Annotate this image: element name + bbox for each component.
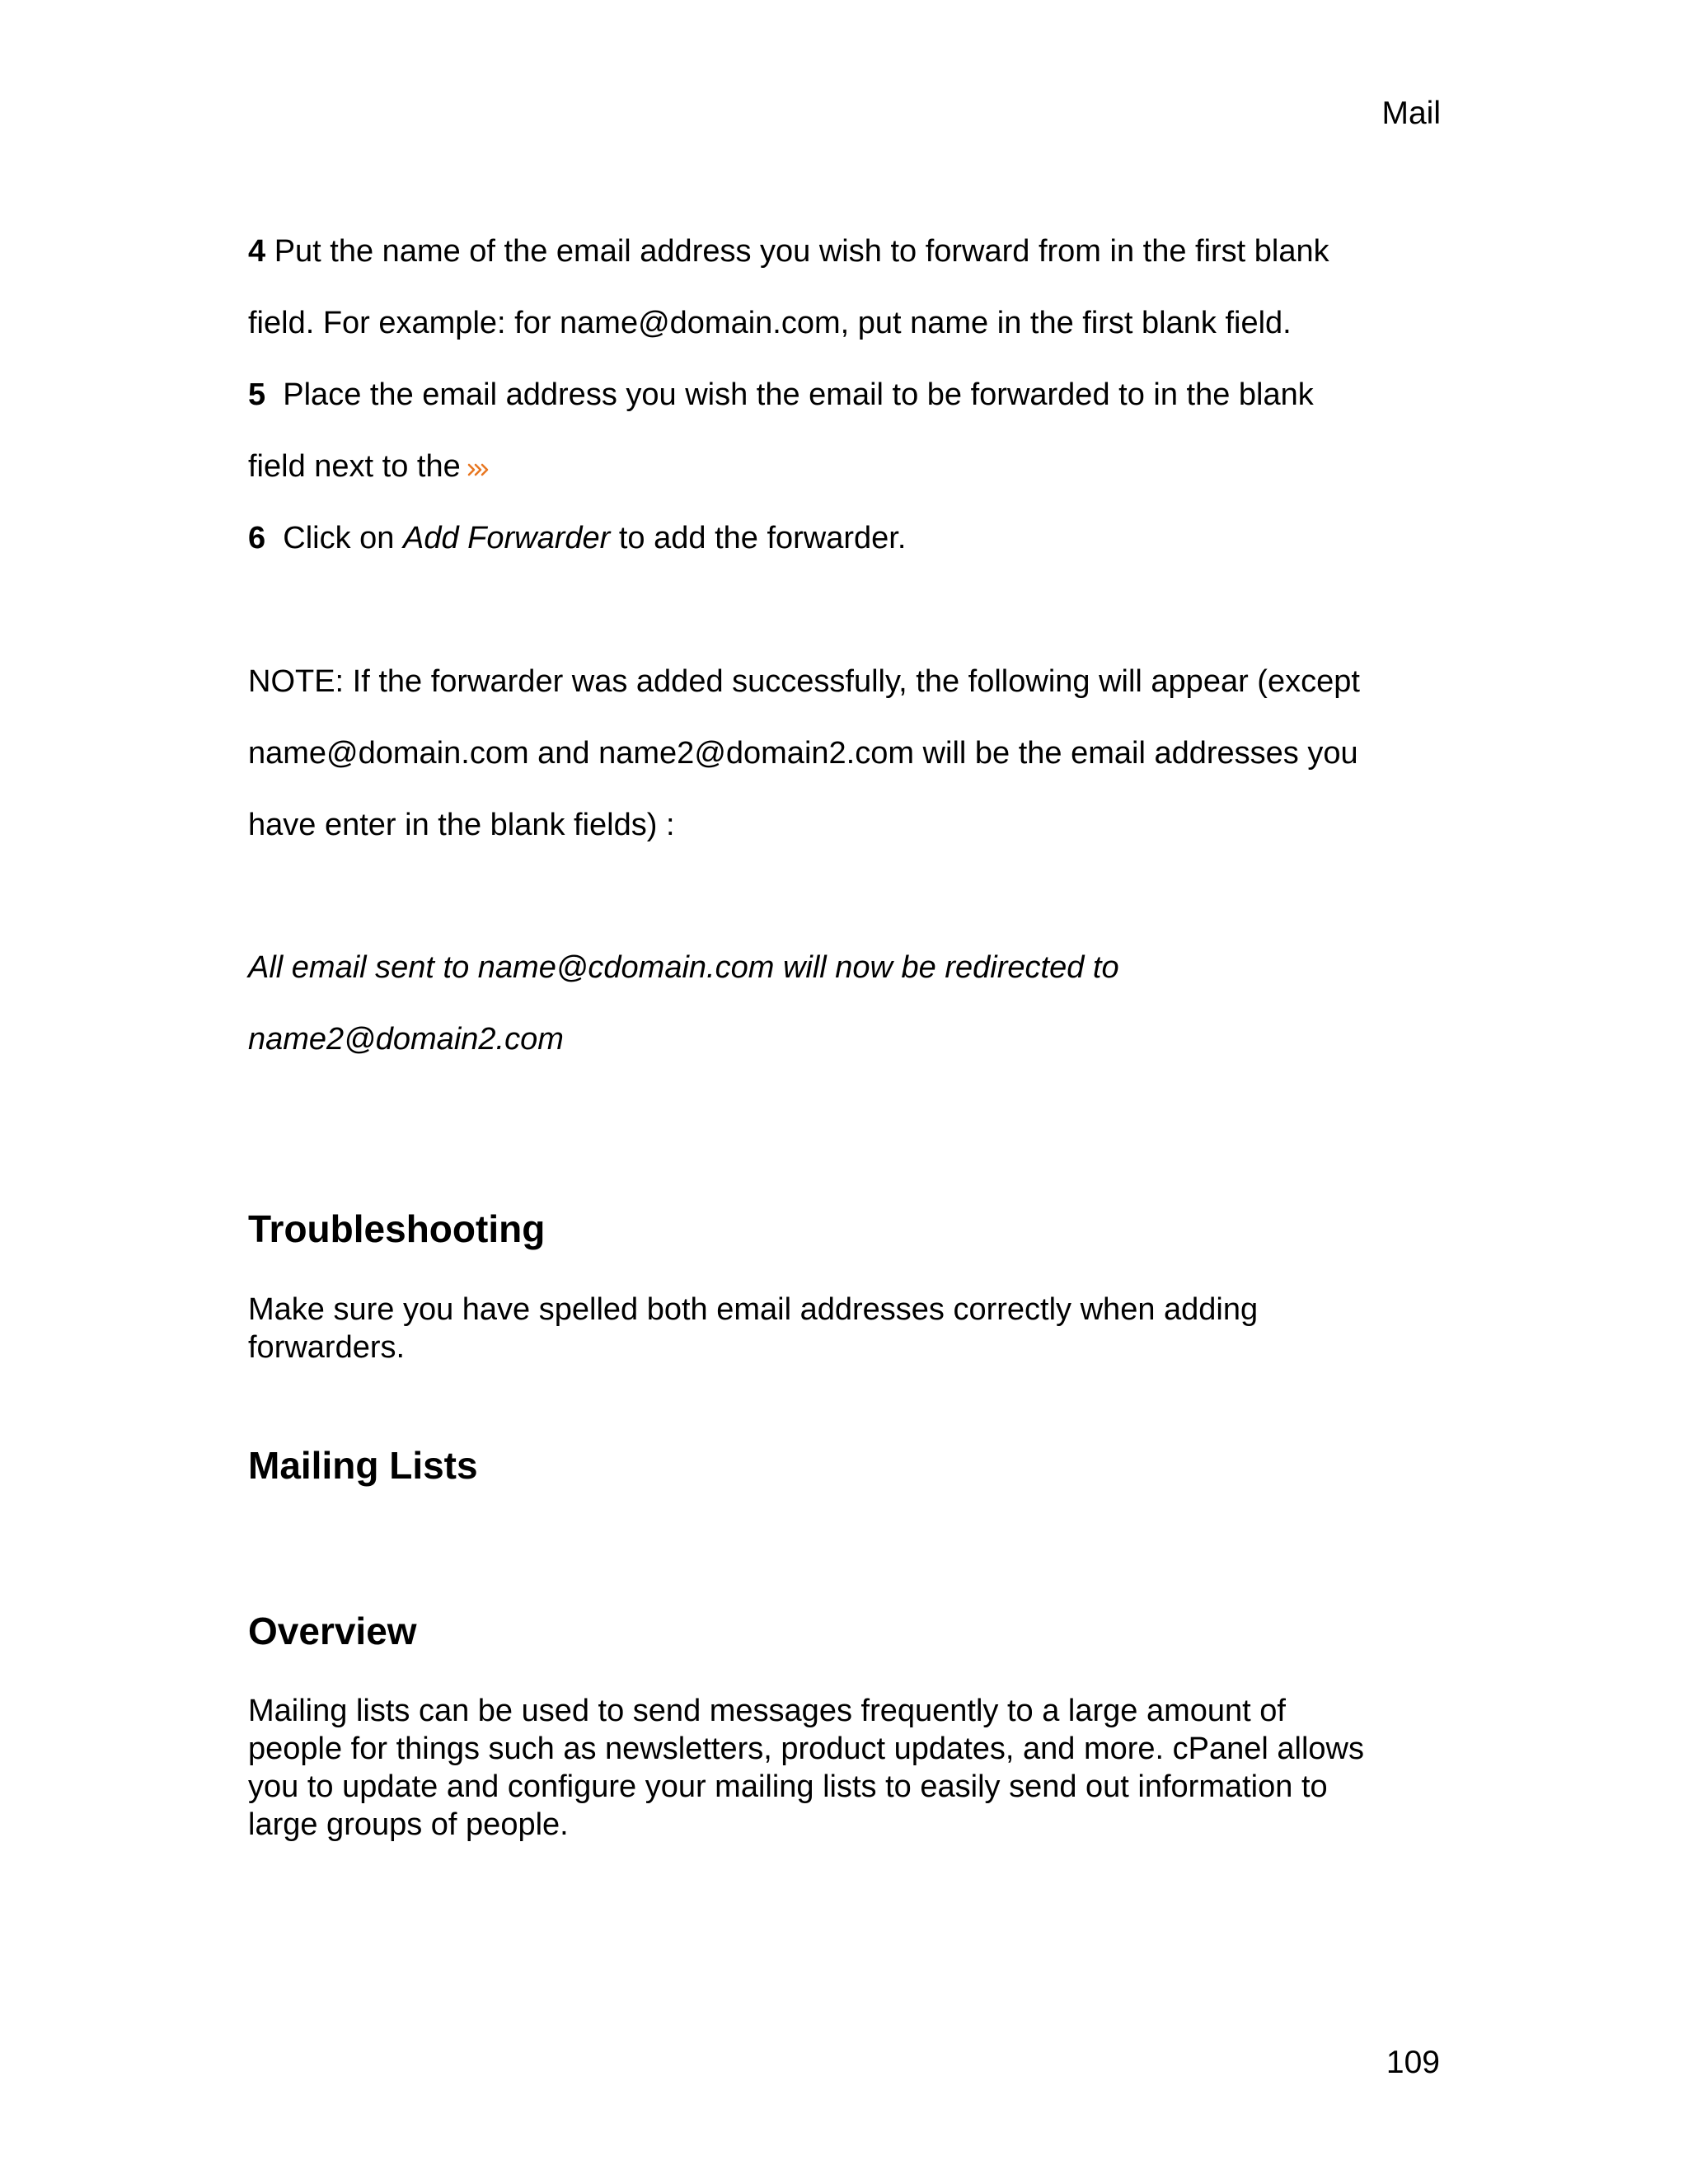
mailing-lists-heading: Mailing Lists xyxy=(248,1444,478,1487)
confirmation-block xyxy=(248,932,1443,1076)
step-5-text-2: field next to the xyxy=(248,449,461,484)
step-4-line-1 xyxy=(248,216,1443,288)
overview-line-1: Mailing lists can be used to send messages frequently to a large amount of xyxy=(248,1694,1286,1728)
step-6-text-after: to add the forwarder. xyxy=(618,521,907,555)
confirmation-line-2: name2@domain2.com xyxy=(248,1022,564,1057)
mailing-lists-section xyxy=(248,1443,1443,1488)
step-5-line-1 xyxy=(248,359,1443,431)
troubleshooting-line-1: Make sure you have spelled both email addresses correctly when adding xyxy=(248,1292,1259,1327)
troubleshooting-heading: Troubleshooting xyxy=(248,1207,546,1250)
overview-heading: Overview xyxy=(248,1610,417,1652)
step-4-text: Put the name of the email address you wish to forward from in the first blank xyxy=(274,234,1329,269)
note-line-2: name@domain.com and name2@domain2.com will be the email addresses you xyxy=(248,736,1358,771)
triple-chevron-right-icon xyxy=(467,462,490,478)
overview-line-2: people for things such as newsletters, product updates, and more. cPanel allows xyxy=(248,1732,1364,1766)
note-line-1: NOTE: If the forwarder was added successfully, the following will appear (except xyxy=(248,664,1360,699)
overview-line-3: you to update and configure your mailing lists to easily send out information to xyxy=(248,1769,1328,1804)
overview-line-4: large groups of people. xyxy=(248,1807,569,1842)
overview-body xyxy=(248,1692,1443,1844)
step-6-line xyxy=(248,503,1443,574)
troubleshooting-line-2: forwarders. xyxy=(248,1330,406,1365)
running-header: Mail xyxy=(1381,96,1441,131)
step-6-number: 6 xyxy=(248,521,266,555)
overview-section xyxy=(248,1609,1443,1654)
step-5-line-2 xyxy=(248,431,1443,503)
step-5-number: 5 xyxy=(248,377,266,412)
note-block xyxy=(248,646,1443,861)
page-number: 109 xyxy=(1386,2045,1440,2080)
step-4-number: 4 xyxy=(248,234,266,269)
steps-block xyxy=(248,216,1443,574)
step-4-line-2: field. For example: for name@domain.com, put name in the first blank field. xyxy=(248,306,1292,340)
troubleshooting-section xyxy=(248,1207,1443,1252)
confirmation-line-1: All email sent to name@cdomain.com will now be redirected to xyxy=(248,950,1119,985)
step-6-text-before: Click on xyxy=(283,521,395,555)
step-5-text: Place the email address you wish the email to be forwarded to in the blank xyxy=(283,377,1314,412)
note-line-3: have enter in the blank fields) : xyxy=(248,808,675,842)
add-forwarder-emphasis: Add Forwarder xyxy=(402,521,611,555)
troubleshooting-body xyxy=(248,1291,1443,1366)
